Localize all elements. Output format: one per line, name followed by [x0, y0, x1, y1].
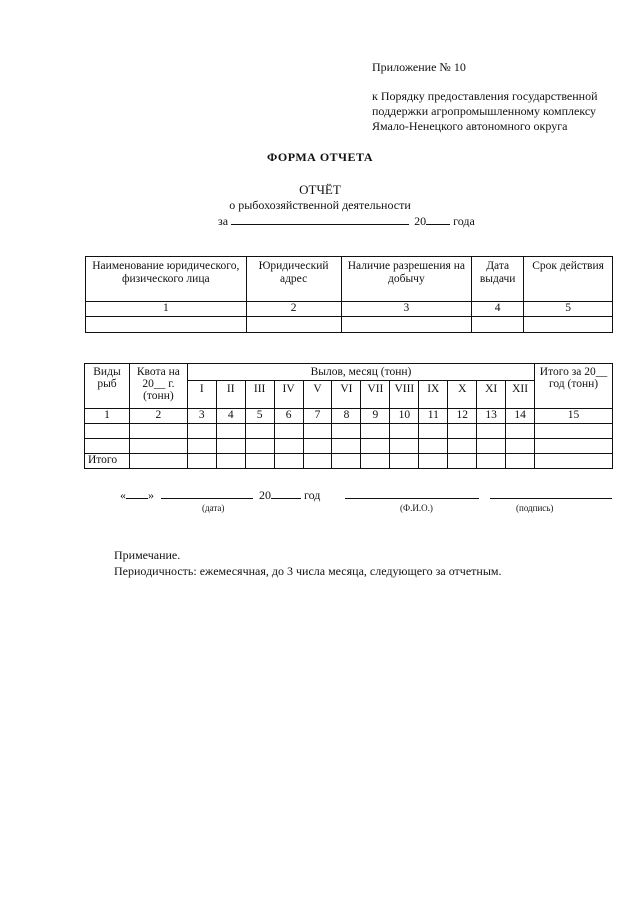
catch-cell[interactable] — [506, 424, 535, 439]
catch-cell[interactable] — [303, 439, 332, 454]
catch-col-number: 3 — [187, 409, 216, 424]
catch-cell[interactable] — [245, 439, 274, 454]
license-cell[interactable] — [246, 317, 341, 333]
catch-data-row — [85, 424, 613, 439]
period-year-blank[interactable] — [426, 214, 450, 225]
catch-cell[interactable] — [216, 454, 245, 469]
catch-cell[interactable] — [390, 454, 419, 469]
catch-cell[interactable] — [448, 439, 477, 454]
license-col-number: 3 — [341, 302, 472, 317]
period-year-prefix: 20 — [414, 214, 427, 228]
license-col-number: 2 — [246, 302, 341, 317]
catch-cell[interactable] — [245, 454, 274, 469]
catch-cell[interactable] — [419, 439, 448, 454]
catch-col-number: 14 — [506, 409, 535, 424]
appendix-line-2: поддержки агропромышленному комплексу — [372, 104, 597, 118]
catch-col-number: 12 — [448, 409, 477, 424]
sign-year-prefix: 20 — [259, 488, 271, 502]
sign-year-blank[interactable] — [271, 488, 301, 499]
catch-cell[interactable] — [332, 454, 361, 469]
license-cell[interactable] — [472, 317, 524, 333]
signature-blank[interactable] — [490, 488, 612, 499]
catch-total-label: Итого — [85, 454, 130, 469]
catch-cell[interactable] — [477, 454, 506, 469]
license-cell[interactable] — [524, 317, 613, 333]
month-header: X — [448, 381, 477, 409]
catch-cell[interactable] — [187, 454, 216, 469]
catch-cell[interactable] — [477, 439, 506, 454]
catch-cell[interactable] — [506, 439, 535, 454]
catch-col-number: 8 — [332, 409, 361, 424]
period-prefix: за — [218, 214, 229, 228]
license-table — [85, 256, 613, 333]
catch-cell[interactable] — [129, 424, 187, 439]
appendix-number: Приложение № 10 — [372, 60, 466, 74]
catch-cell[interactable] — [274, 454, 303, 469]
catch-header-total: Итого за 20__ год (тонн) — [535, 364, 613, 409]
catch-header-quota: Квота на 20__ г. (тонн) — [129, 364, 187, 409]
catch-cell[interactable] — [129, 454, 187, 469]
catch-cell[interactable] — [274, 439, 303, 454]
report-title: ОТЧЁТ — [299, 182, 341, 197]
catch-cell[interactable] — [361, 439, 390, 454]
catch-cell[interactable] — [332, 439, 361, 454]
catch-col-number: 15 — [535, 409, 613, 424]
catch-header-row — [85, 364, 613, 381]
catch-cell[interactable] — [85, 424, 130, 439]
month-blank[interactable] — [161, 488, 253, 499]
fio-blank[interactable] — [345, 488, 479, 499]
catch-col-number: 7 — [303, 409, 332, 424]
catch-cell[interactable] — [274, 424, 303, 439]
catch-cell[interactable] — [535, 454, 613, 469]
catch-cell[interactable] — [361, 424, 390, 439]
date-open-quote: « — [120, 488, 126, 502]
catch-cell[interactable] — [129, 439, 187, 454]
catch-cell[interactable] — [332, 424, 361, 439]
catch-col-number: 4 — [216, 409, 245, 424]
month-header: XI — [477, 381, 506, 409]
license-cell[interactable] — [86, 317, 247, 333]
catch-cell[interactable] — [361, 454, 390, 469]
catch-cell[interactable] — [535, 439, 613, 454]
note-title: Примечание. — [114, 548, 181, 562]
license-header-address: Юридический адрес — [246, 257, 341, 302]
catch-cell[interactable] — [419, 424, 448, 439]
date-close-quote: » — [148, 488, 154, 502]
catch-col-number: 10 — [390, 409, 419, 424]
license-header-row — [86, 257, 613, 302]
note-block — [114, 547, 501, 579]
month-header: II — [216, 381, 245, 409]
form-title: ФОРМА ОТЧЕТА — [266, 150, 374, 164]
catch-cell[interactable] — [419, 454, 448, 469]
month-header: XII — [506, 381, 535, 409]
catch-cell[interactable] — [390, 439, 419, 454]
appendix-line-3: Ямало-Ненецкого автономного округа — [372, 119, 568, 133]
license-cell[interactable] — [341, 317, 472, 333]
sign-year-suffix: год — [304, 488, 321, 502]
catch-col-number: 11 — [419, 409, 448, 424]
catch-number-row — [85, 409, 613, 424]
date-label: (дата) — [202, 503, 225, 513]
license-header-validity: Срок действия — [524, 257, 613, 302]
catch-cell[interactable] — [245, 424, 274, 439]
month-header: VII — [361, 381, 390, 409]
catch-cell[interactable] — [303, 424, 332, 439]
report-subtitle: о рыбохозяйственной деятельности — [229, 198, 411, 212]
month-header: V — [303, 381, 332, 409]
day-blank[interactable] — [126, 488, 148, 499]
catch-col-number: 1 — [85, 409, 130, 424]
catch-col-number: 9 — [361, 409, 390, 424]
catch-cell[interactable] — [187, 424, 216, 439]
catch-col-number: 6 — [274, 409, 303, 424]
catch-header-monthly: Вылов, месяц (тонн) — [187, 364, 534, 381]
license-header-date: Дата выдачи — [472, 257, 524, 302]
month-header: VI — [332, 381, 361, 409]
catch-cell[interactable] — [477, 424, 506, 439]
catch-col-number: 5 — [245, 409, 274, 424]
month-header: VIII — [390, 381, 419, 409]
license-header-name: Наименование юридического, физического лица — [86, 257, 247, 302]
appendix-line-1: к Порядку предоставления государственной — [372, 89, 598, 103]
period-blank[interactable] — [231, 214, 409, 225]
catch-table — [84, 363, 613, 469]
license-header-permit: Наличие разрешения на добычу — [341, 257, 472, 302]
catch-cell[interactable] — [303, 454, 332, 469]
catch-col-number: 2 — [129, 409, 187, 424]
catch-cell[interactable] — [448, 454, 477, 469]
fio-label: (Ф.И.О.) — [400, 503, 433, 513]
month-header: IV — [274, 381, 303, 409]
license-col-number: 4 — [472, 302, 524, 317]
catch-cell[interactable] — [390, 424, 419, 439]
report-period — [218, 214, 475, 229]
catch-total-row — [85, 454, 613, 469]
period-suffix: года — [453, 214, 475, 228]
note-text: Периодичность: ежемесячная, до 3 числа месяца, следующего за отчетным. — [114, 564, 502, 578]
license-data-row — [86, 317, 613, 333]
catch-data-row — [85, 439, 613, 454]
catch-cell[interactable] — [448, 424, 477, 439]
license-number-row — [86, 302, 613, 317]
catch-cell[interactable] — [216, 439, 245, 454]
license-col-number: 5 — [524, 302, 613, 317]
catch-cell[interactable] — [85, 439, 130, 454]
license-col-number: 1 — [86, 302, 247, 317]
appendix-block — [372, 60, 598, 134]
catch-cell[interactable] — [216, 424, 245, 439]
catch-col-number: 13 — [477, 409, 506, 424]
month-header: IX — [419, 381, 448, 409]
signature-label: (подпись) — [516, 503, 554, 513]
catch-header-species: Виды рыб — [85, 364, 130, 409]
catch-cell[interactable] — [506, 454, 535, 469]
month-header: III — [245, 381, 274, 409]
catch-cell[interactable] — [187, 439, 216, 454]
month-header: I — [187, 381, 216, 409]
signature-row — [120, 488, 612, 503]
catch-cell[interactable] — [535, 424, 613, 439]
